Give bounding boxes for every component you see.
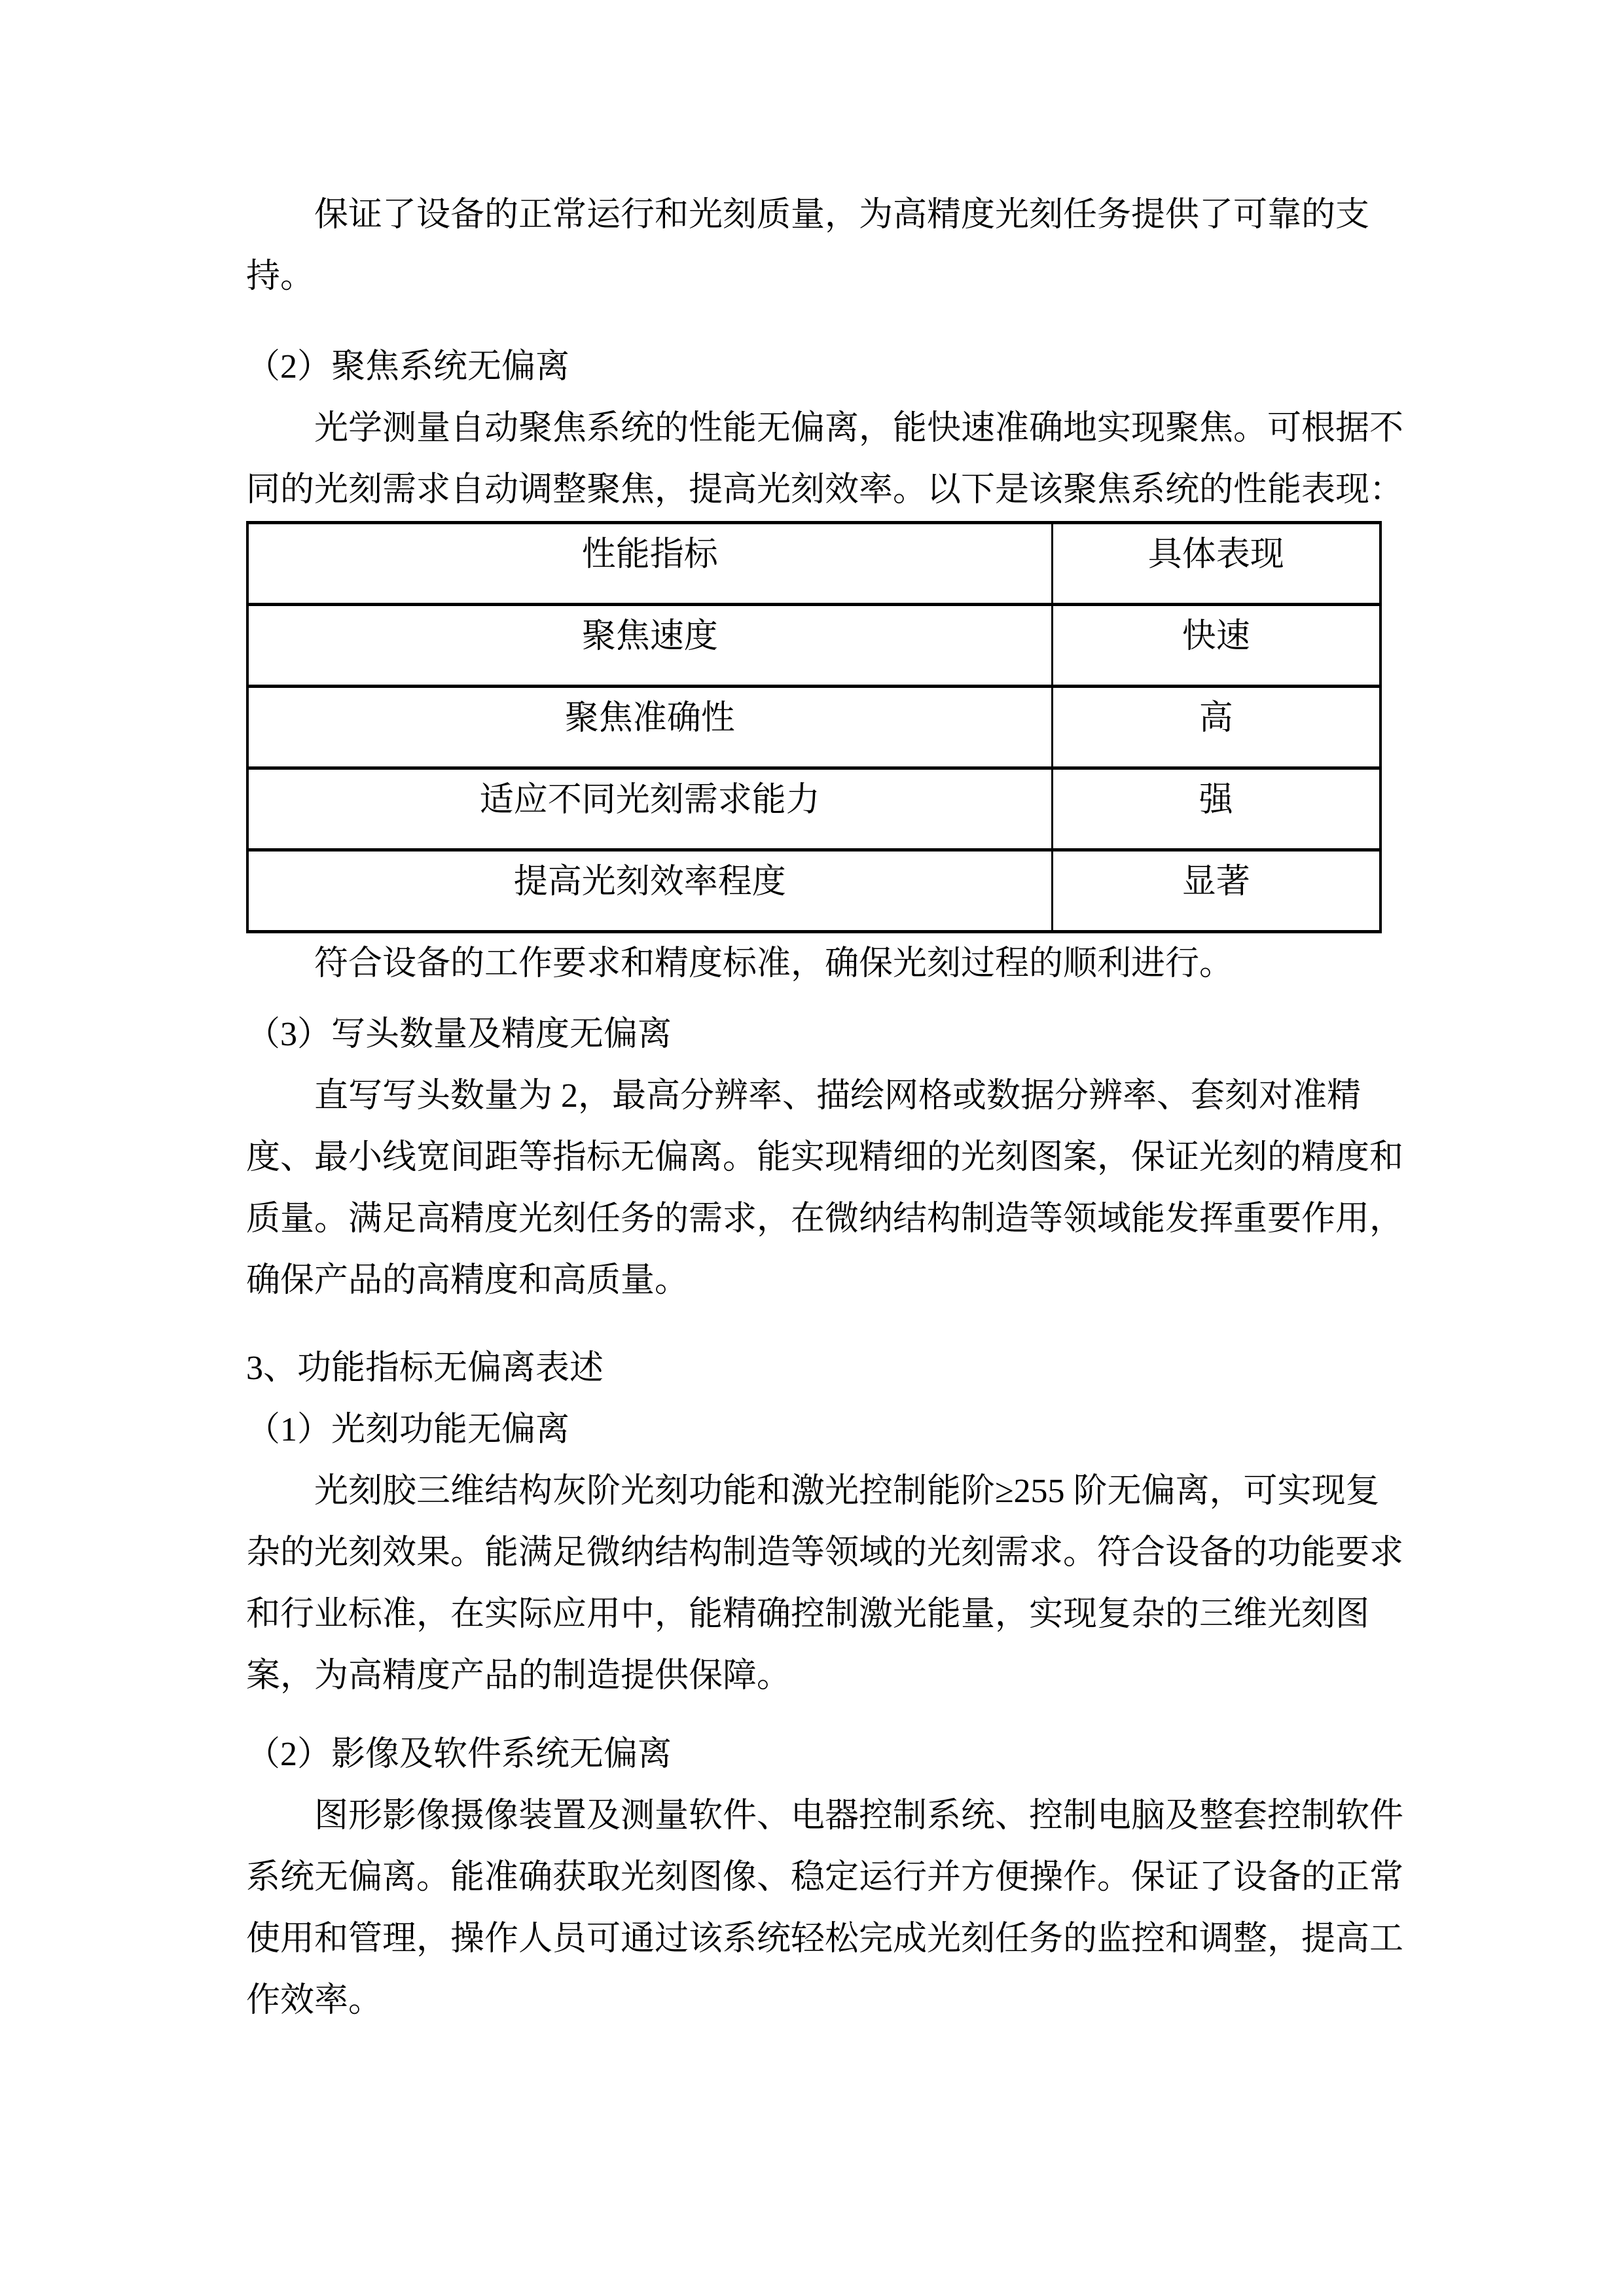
- text-line: 使用和管理，操作人员可通过该系统轻松完成光刻任务的监控和调整，提高工: [246, 1920, 1404, 1958]
- table-row: [247, 768, 1380, 850]
- table-header-cell: 具体表现: [1052, 523, 1380, 605]
- intro-paragraph: [246, 185, 1379, 308]
- table-header-cell: 性能指标: [247, 523, 1052, 605]
- table-header-row: [247, 523, 1380, 605]
- text-line: 作效率。: [246, 1982, 383, 2019]
- table-row: [247, 687, 1380, 768]
- table-row: [247, 850, 1380, 932]
- table-cell: 提高光刻效率程度: [247, 850, 1052, 932]
- table-row: [247, 605, 1380, 687]
- imaging-paragraph: [246, 1785, 1404, 2032]
- text-line: 直写写头数量为 2，最高分辨率、描绘网格或数据分辨率、套刻对准精: [314, 1077, 1362, 1115]
- litho-heading: （1）光刻功能无偏离: [246, 1411, 570, 1448]
- function-heading: 3、功能指标无偏离表述: [246, 1350, 604, 1387]
- text-line: 符合设备的工作要求和精度标准，确保光刻过程的顺利进行。: [314, 945, 1234, 982]
- litho-paragraph: [246, 1461, 1404, 1707]
- focus-heading: （2）聚焦系统无偏离: [246, 348, 570, 386]
- text-line: 图形影像摄像装置及测量软件、电器控制系统、控制电脑及整套控制软件: [314, 1797, 1404, 1835]
- table-cell: 强: [1052, 768, 1380, 850]
- text-line: 光刻胶三维结构灰阶光刻功能和激光控制能阶≥255 阶无偏离，可实现复: [314, 1473, 1380, 1510]
- text-line: 持。: [246, 258, 315, 295]
- performance-table: [246, 521, 1382, 933]
- text-line: 质量。满足高精度光刻任务的需求，在微纳结构制造等领域能发挥重要作用，: [246, 1200, 1404, 1238]
- text-line: 保证了设备的正常运行和光刻质量，为高精度光刻任务提供了可靠的支: [314, 196, 1370, 234]
- text-line: 案，为高精度产品的制造提供保障。: [246, 1657, 791, 1695]
- text-line: 同的光刻需求自动调整聚焦，提高光刻效率。以下是该聚焦系统的性能表现：: [246, 471, 1404, 509]
- table-cell: 适应不同光刻需求能力: [247, 768, 1052, 850]
- text-line: 和行业标准，在实际应用中，能精确控制激光能量，实现复杂的三维光刻图: [246, 1596, 1370, 1633]
- writehead-heading: （3）写头数量及精度无偏离: [246, 1016, 672, 1053]
- table-cell: 聚焦准确性: [247, 687, 1052, 768]
- focus-paragraph: [246, 398, 1404, 521]
- table-note-paragraph: [246, 933, 1379, 995]
- text-line: 杂的光刻效果。能满足微纳结构制造等领域的光刻需求。符合设备的功能要求: [246, 1534, 1404, 1571]
- text-line: 度、最小线宽间距等指标无偏离。能实现精细的光刻图案，保证光刻的精度和: [246, 1139, 1404, 1176]
- imaging-heading: （2）影像及软件系统无偏离: [246, 1736, 672, 1773]
- text-line: 系统无偏离。能准确获取光刻图像、稳定运行并方便操作。保证了设备的正常: [246, 1859, 1404, 1896]
- table-cell: 快速: [1052, 605, 1380, 687]
- table-cell: 高: [1052, 687, 1380, 768]
- writehead-paragraph: [246, 1066, 1404, 1312]
- table-cell: 显著: [1052, 850, 1380, 932]
- text-line: 确保产品的高精度和高质量。: [246, 1262, 689, 1299]
- text-line: 光学测量自动聚焦系统的性能无偏离，能快速准确地实现聚焦。可根据不: [314, 410, 1404, 447]
- table-cell: 聚焦速度: [247, 605, 1052, 687]
